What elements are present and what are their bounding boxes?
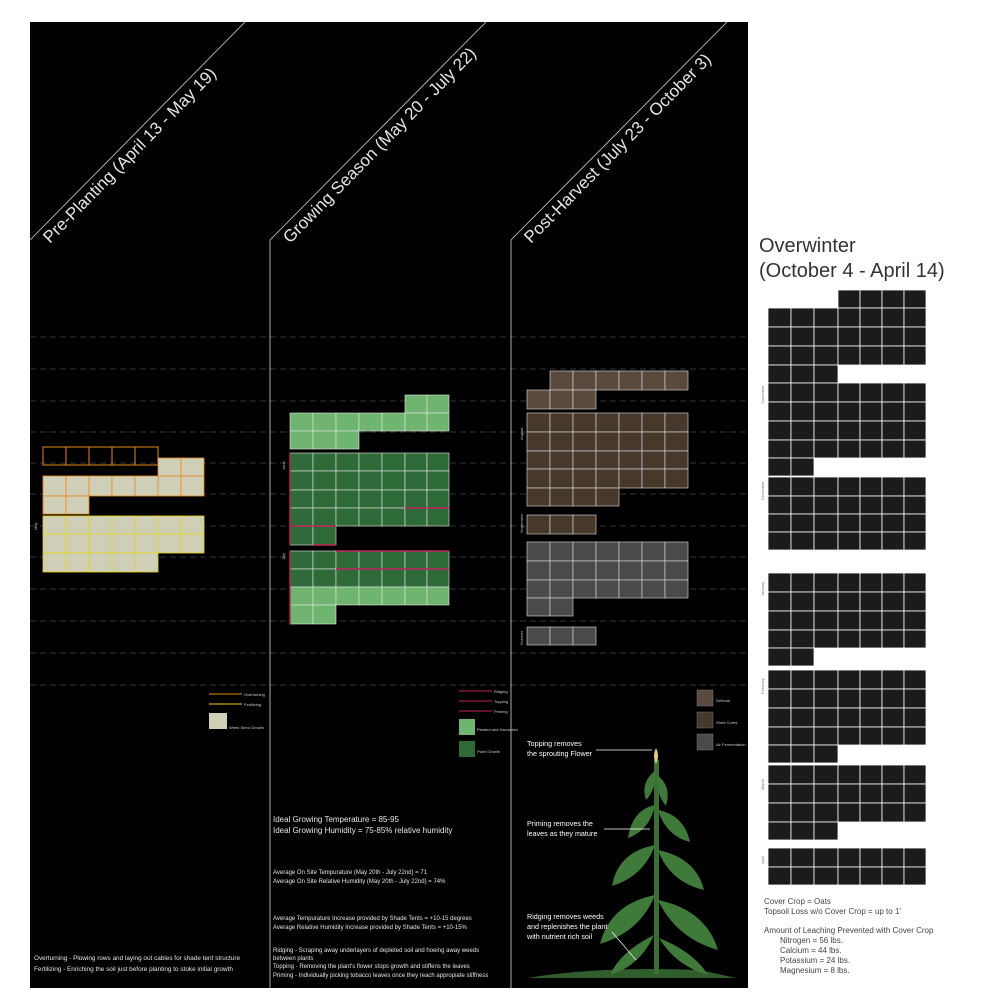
nutrient-potassium: Potassium = 24 lbs.: [780, 956, 851, 965]
month-label-september: September: [519, 513, 524, 533]
annotation-ridging-1: Ridging removes weeds: [527, 912, 604, 921]
fact-ridging: Ridging - Scraping away underlayers of depleted soil and hoeing away weeds: [273, 948, 480, 954]
overwinter-title: [759, 234, 945, 284]
calendar-growing-season: [281, 395, 449, 624]
overwinter-title-line-1: Overwinter: [759, 235, 856, 257]
fact-priming: Priming - Individually picking tobacco leaves once they reach appropiate stiffness: [273, 973, 489, 979]
fact-ridging-cont: between plants: [273, 956, 314, 962]
legend-pre-fertilizing: Fertilizing: [244, 702, 262, 707]
nutrient-calcium: Calcium = 44 lbs.: [780, 946, 842, 955]
nutrient-nitrogen: Nitrogen = 56 lbs.: [780, 936, 843, 945]
nutrient-magnesium: Magnesium = 8 lbs.: [780, 966, 850, 975]
month-label-august: August: [519, 427, 524, 440]
month-label-november: November: [760, 385, 765, 404]
overwinter-notes: [764, 897, 933, 976]
fact-avg-temp: Average On Site Tempurature (May 20th - July 22nd) = 71: [273, 870, 428, 876]
fact-ideal-temp: Ideal Growing Temperature = 85-95: [273, 815, 399, 824]
topsoil-note: Topsoil Loss w/o Cover Crop = up to 1': [764, 907, 901, 916]
annotation-ridging-3: with nutrient rich soil: [527, 932, 593, 941]
legend-grow-topping: Topping: [494, 699, 509, 704]
phase-title-grow: Growing Season (May 20 - July 22): [279, 43, 480, 247]
month-label-february: February: [760, 677, 765, 694]
month-label-january: January: [760, 581, 765, 596]
annotation-topping-1: Topping removes: [527, 739, 582, 748]
note-fertilizing: Fertilizing - Enriching the soil just before planting to stoke initial growth: [34, 966, 233, 973]
calendar-overwinter: [768, 290, 926, 885]
legend-pre-weed: Weed Seed Growth: [229, 725, 264, 730]
month-label-july: July: [281, 552, 286, 560]
annotation-priming-2: leaves as they mature: [527, 829, 598, 838]
legend-pre-overturning: Overturning: [244, 692, 265, 697]
fact-avg-humidity: Average On Site Relative Humidity (May 20th - July 22nd) = 74%: [273, 879, 446, 885]
month-label-october: October: [519, 630, 524, 645]
month-label-may: May: [33, 522, 38, 530]
note-overturning: Overturning - Plowing rows and laying out cables for shade tent structure: [34, 955, 241, 962]
legend-post-shed: Shed Cured: [716, 720, 738, 725]
phase-title-post: Post-Harvest (July 23 - October 3): [520, 49, 715, 247]
phase-title-pre: Pre-Planting (April 13 - May 19): [39, 63, 221, 247]
overwinter-title-line-2: (October 4 - April 14): [759, 260, 945, 282]
month-label-april: April: [760, 855, 765, 864]
month-label-march: March: [760, 778, 765, 790]
annotation-topping-2: the sprouting Flower: [527, 749, 593, 758]
month-label-june: June: [281, 461, 286, 470]
fact-topping: Topping - Removing the plant's flower stops growth and stiffens the leaves: [273, 964, 470, 970]
fact-temp-increase: Average Tempurature Increase provided by Shade Tents = +10-15 degrees: [273, 916, 472, 922]
overwinter-month-labels: [760, 385, 765, 864]
leaching-title: Amount of Leaching Prevented with Cover Crop: [764, 926, 934, 935]
legend-post-fermentation: Air Fermentation: [716, 742, 746, 747]
legend-post-dehead: Dehead: [716, 698, 731, 703]
fact-ideal-humidity: Ideal Growing Humidity = 75-85% relative humidity: [273, 826, 453, 835]
cover-crop-note: Cover Crop = Oats: [764, 897, 831, 906]
annotation-priming-1: Priming removes the: [527, 819, 593, 828]
fact-humidity-increase: Average Relative Humidity Increase provided by Shade Tents = +10-15%: [273, 925, 467, 931]
month-label-december: December: [760, 481, 765, 500]
legend-grow-planted: Planted and Harvested: [477, 727, 518, 732]
legend-grow-priming: Priming: [494, 709, 508, 714]
annotation-ridging-2: and replenishes the plant: [527, 922, 608, 931]
legend-grow-ridging: Ridging: [494, 689, 508, 694]
legend-grow-growth: Plant Growth: [477, 749, 501, 754]
